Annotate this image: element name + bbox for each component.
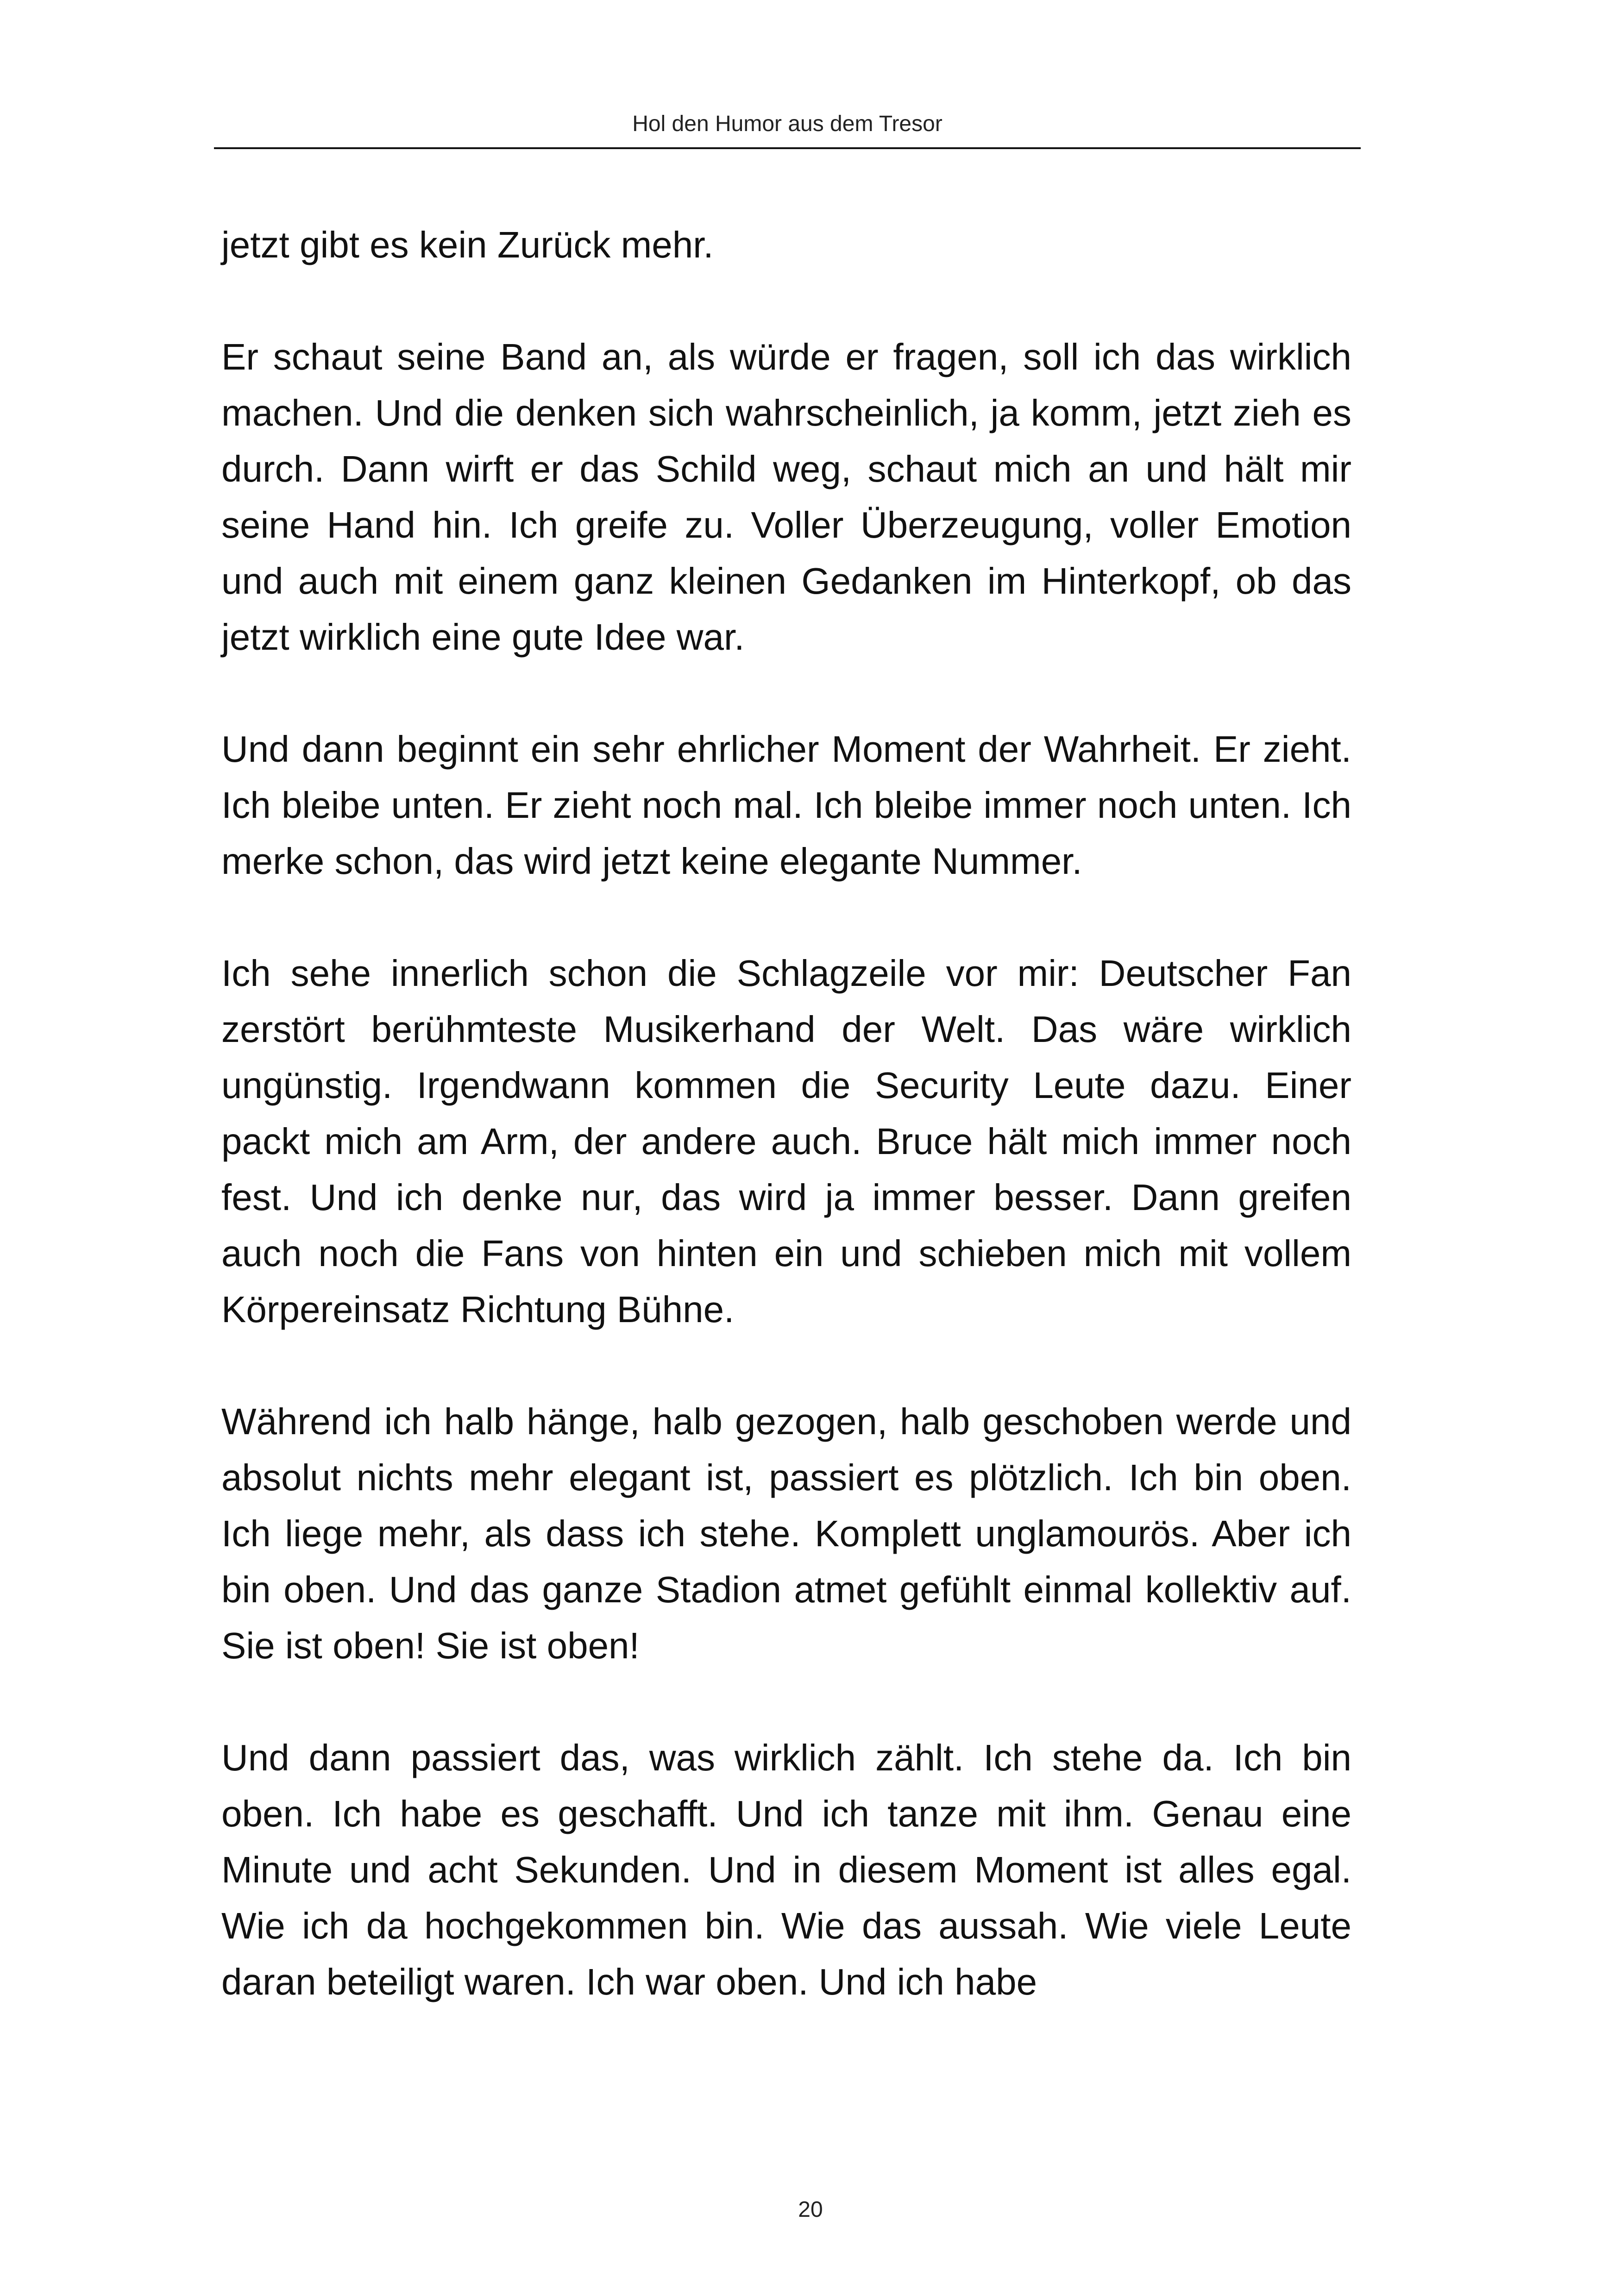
paragraph-4: Ich sehe innerlich schon die Schlagzeile vor mir: Deutscher Fan zerstört berühmteste Musikerhand der Welt. Das wäre wirklich ungünstig. Irgendwann kommen die Security Leute dazu. Einer packt mich am Arm, der andere auch. Bruce hält mich immer noch fest. Und ich denke nur, das wird ja immer besser. Dann greifen auch noch die Fans von hinten ein und schieben mich mit vollem Körpereinsatz Richtung Bühne. xyxy=(221,953,1351,1330)
header-divider xyxy=(214,147,1361,149)
running-header: Hol den Humor aus dem Tresor xyxy=(632,112,942,136)
paragraph-2: Er schaut seine Band an, als würde er fragen, soll ich das wirklich machen. Und die denken sich wahrscheinlich, ja komm, jetzt zieh es durch. Dann wirft er das Schild weg, schaut mich an und hält mir seine Hand hin. Ich greife zu. Voller Überzeugung, voller Emotion und auch mit einem ganz kleinen Gedanken im Hinterkopf, ob das jetzt wirklich eine gute Idee war. xyxy=(221,336,1351,658)
paragraph-6: Und dann passiert das, was wirklich zählt. Ich stehe da. Ich bin oben. Ich habe es geschafft. Und ich tanze mit ihm. Genau eine Minute und acht Sekunden. Und in diesem Moment ist alles egal. Wie ich da hochgekommen bin. Wie das aussah. Wie viele Leute daran beteiligt waren. Ich war oben. Und ich habe xyxy=(221,1737,1351,2002)
paragraph-1: jetzt gibt es kein Zurück mehr. xyxy=(221,224,714,265)
body-text xyxy=(221,217,1351,2010)
page-number: 20 xyxy=(798,2197,823,2222)
paragraph-3: Und dann beginnt ein sehr ehrlicher Moment der Wahrheit. Er zieht. Ich bleibe unten. Er zieht noch mal. Ich bleibe immer noch unten. Ich merke schon, das wird jetzt keine elegante Nummer. xyxy=(221,728,1351,882)
paragraph-5: Während ich halb hänge, halb gezogen, halb geschoben werde und absolut nichts mehr elegant ist, passiert es plötzlich. Ich bin oben. Ich liege mehr, als dass ich stehe. Komplett unglamourös. Aber ich bin oben. Und das ganze Stadion atmet gefühlt einmal kollektiv auf. Sie ist oben! Sie ist oben! xyxy=(221,1401,1351,1666)
